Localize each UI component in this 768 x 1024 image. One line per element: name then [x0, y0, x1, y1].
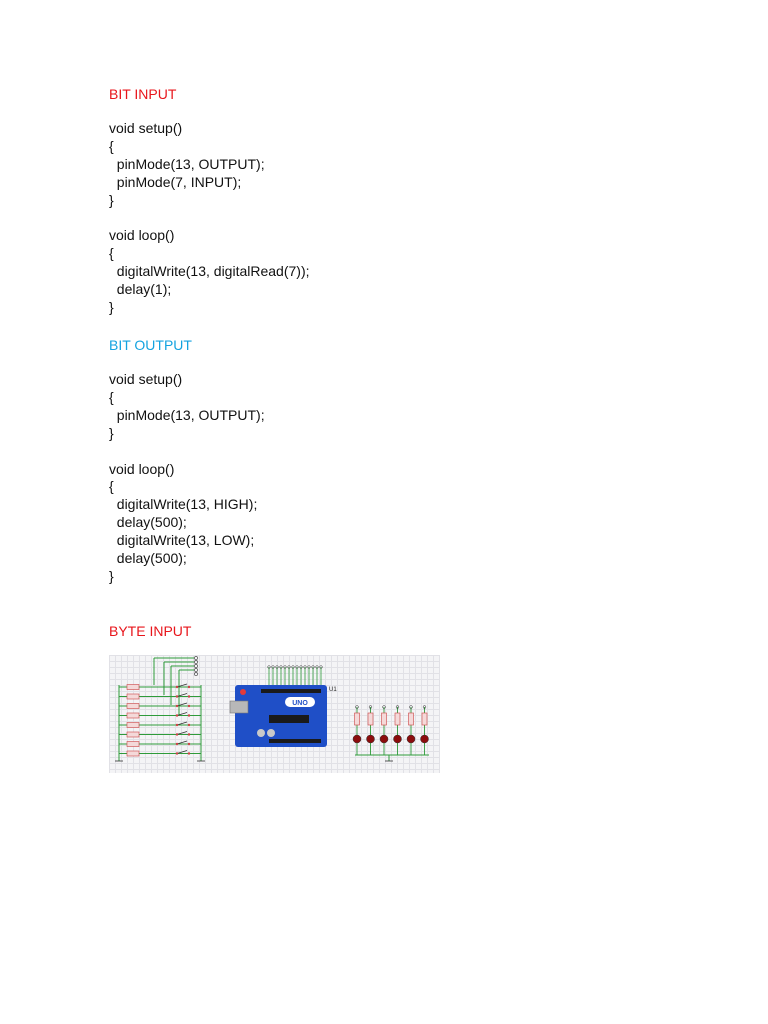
switch-contact [188, 695, 190, 697]
switch-contact [176, 733, 178, 735]
switch-contact [176, 705, 178, 707]
switch-contact [188, 686, 190, 688]
resistor-symbol [422, 713, 427, 725]
led-bank [353, 706, 429, 761]
led-icon [367, 735, 375, 743]
switch-contact [188, 714, 190, 716]
switch-contact [176, 752, 178, 754]
resistor-symbol [127, 751, 139, 756]
byte-input-heading: BYTE INPUT [109, 622, 192, 639]
switch-contact [188, 724, 190, 726]
bit-output-heading: BIT OUTPUT [109, 336, 192, 353]
resistor-symbol [368, 713, 373, 725]
switch-symbol [177, 722, 187, 725]
bit-input-code: void setup() { pinMode(13, OUTPUT); pinMode(7, INPUT); } void loop() { digitalWrite(13, digitalRead(7)); delay(1); } [109, 120, 310, 316]
bit-input-heading: BIT INPUT [109, 86, 177, 102]
led-icon [380, 735, 388, 743]
resistor-symbol [127, 723, 139, 728]
switch-contact [176, 724, 178, 726]
switch-contact [188, 743, 190, 745]
header-pins [268, 666, 323, 685]
resistor-symbol [395, 713, 400, 725]
switch-contact [176, 743, 178, 745]
resistor-symbol [382, 713, 387, 725]
resistor-symbol [127, 694, 139, 699]
switch-contact [188, 733, 190, 735]
switch-contact [176, 714, 178, 716]
bit-output-code: void setup() { pinMode(13, OUTPUT); } void loop() { digitalWrite(13, HIGH); delay(500); digitalWrite(13, LOW); delay(500); } [109, 370, 265, 584]
switch-contact [188, 752, 190, 754]
led-icon [353, 735, 361, 743]
led-icon [394, 735, 402, 743]
switch-contact [176, 686, 178, 688]
switch-symbol [177, 751, 187, 754]
resistor-symbol [127, 713, 139, 718]
switch-symbol [177, 741, 187, 744]
resistor-symbol [127, 704, 139, 709]
switch-contact [188, 705, 190, 707]
document-page [109, 84, 669, 641]
arduino-board [230, 685, 337, 747]
board-label: UNO [292, 700, 308, 707]
resistor-symbol [127, 685, 139, 690]
resistor-symbol [355, 713, 360, 725]
resistor-symbol [127, 732, 139, 737]
circuit-schematic [109, 655, 440, 773]
byte-input-circuit-figure [109, 655, 440, 773]
led-icon [407, 735, 415, 743]
switch-contact [176, 695, 178, 697]
board-part-label: U1 [329, 687, 337, 693]
resistor-symbol [127, 742, 139, 747]
led-icon [421, 735, 429, 743]
switch-rows [119, 684, 201, 756]
resistor-symbol [409, 713, 414, 725]
switch-symbol [177, 732, 187, 735]
